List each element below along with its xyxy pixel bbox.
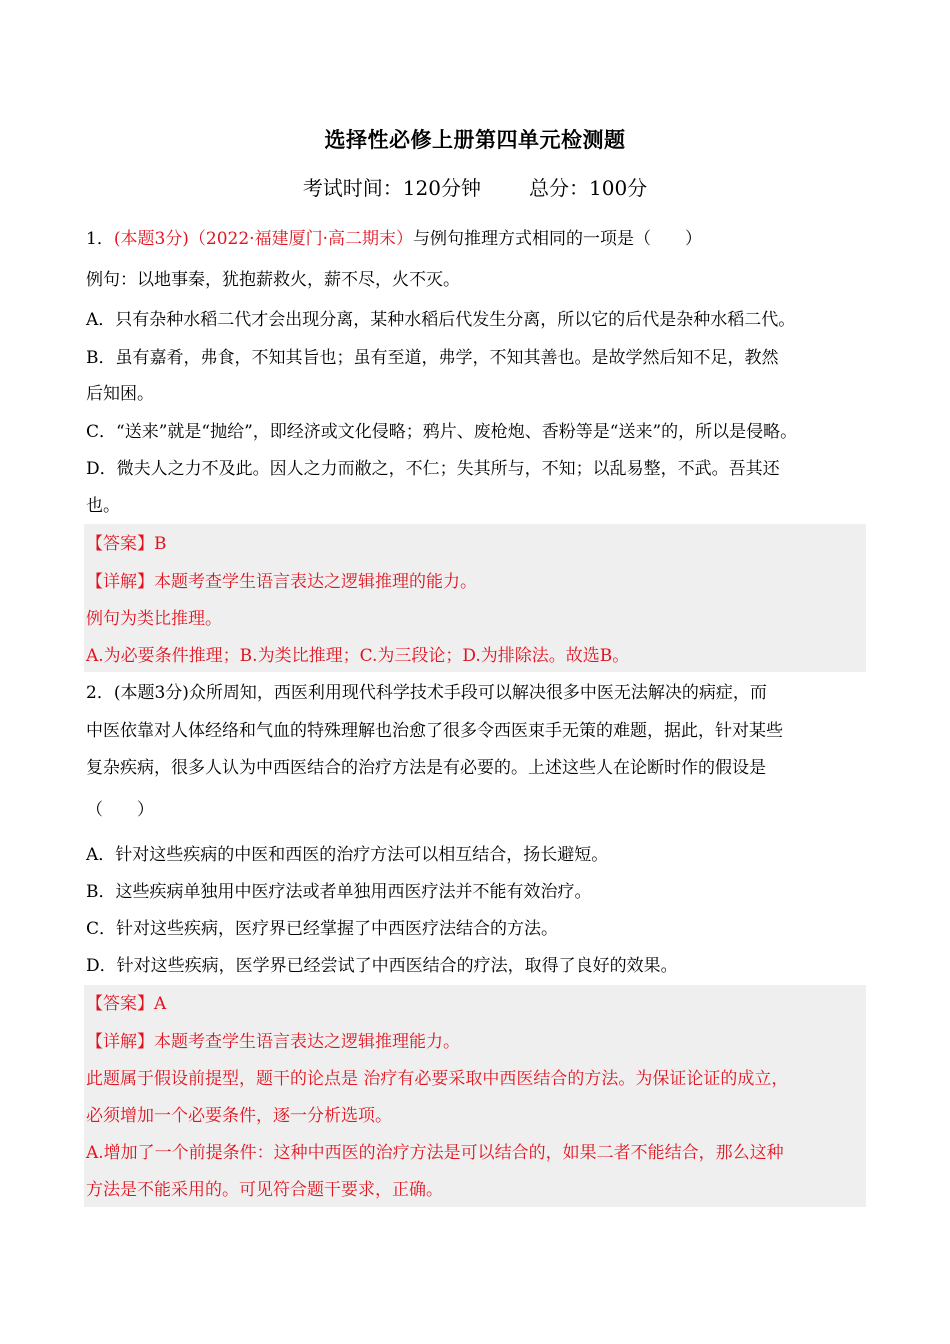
question-1-option-a: A．只有杂种水稻二代才会出现分离，某种水稻后代发生分离，所以它的后代是杂种水稻二代。 bbox=[86, 310, 796, 330]
question-2-stem-2: 中医依靠对人体经络和气血的特殊理解也治愈了很多令西医束手无策的难题，据此，针对某些 bbox=[86, 721, 783, 741]
question-1-text: 与例句推理方式相同的一项是（ ） bbox=[413, 229, 702, 249]
question-2-stem: 2．(本题3分)众所周知，西医利用现代科学技术手段可以解决很多中医无法解决的病症，而 bbox=[86, 683, 767, 703]
total-score: 总分：100分 bbox=[529, 176, 648, 200]
question-1-example: 例句：以地事秦，犹抱薪救火，薪不尽，火不灭。 bbox=[86, 270, 460, 290]
question-1-source: （2022·福建厦门·高二期末） bbox=[188, 229, 413, 249]
question-2-answer-box bbox=[84, 985, 866, 1207]
question-1-option-b: B．虽有嘉肴，弗食，不知其旨也；虽有至道，弗学，不知其善也。是故学然后知不足，教然 bbox=[86, 348, 779, 368]
question-2-detail: 【详解】本题考查学生语言表达之逻辑推理能力。 bbox=[86, 1032, 460, 1052]
question-1-detail: 【详解】本题考查学生语言表达之逻辑推理的能力。 bbox=[86, 572, 477, 592]
question-2-option-c: C．针对这些疾病，医疗界已经掌握了中西医疗法结合的方法。 bbox=[86, 919, 559, 939]
question-1-option-b-cont: 后知困。 bbox=[86, 384, 154, 404]
question-2-detail-3: 必须增加一个必要条件，逐一分析选项。 bbox=[86, 1106, 392, 1126]
question-2-option-b: B．这些疾病单独用中医疗法或者单独用西医疗法并不能有效治疗。 bbox=[86, 882, 592, 902]
question-1-detail-3: A.为必要条件推理；B.为类比推理；C.为三段论；D.为排除法。故选B。 bbox=[86, 646, 630, 666]
question-1-option-d: D．微夫人之力不及此。因人之力而敝之，不仁；失其所与，不知；以乱易整，不武。吾其还 bbox=[86, 459, 780, 479]
question-1-option-c: C．“送来”就是“抛给”，即经济或文化侵略；鸦片、废枪炮、香粉等是“送来”的，所以是侵略。 bbox=[86, 422, 798, 442]
question-2-detail-4: A.增加了一个前提条件：这种中西医的治疗方法是可以结合的，如果二者不能结合，那么这种 bbox=[86, 1143, 784, 1163]
question-2-option-a: A．针对这些疾病的中医和西医的治疗方法可以相互结合，扬长避短。 bbox=[86, 845, 609, 865]
doc-title: 选择性必修上册第四单元检测题 bbox=[324, 128, 626, 152]
question-2-detail-2: 此题属于假设前提型，题干的论点是 治疗有必要采取中西医结合的方法。为保证论证的成立， bbox=[86, 1069, 789, 1089]
question-2-stem-3: 复杂疾病，很多人认为中西医结合的治疗方法是有必要的。上述这些人在论断时作的假设是 bbox=[86, 758, 766, 778]
question-1-detail-2: 例句为类比推理。 bbox=[86, 609, 222, 629]
question-1-answer: 【答案】B bbox=[86, 534, 167, 554]
question-2-stem-4: （ ） bbox=[86, 800, 154, 820]
question-2-option-d: D．针对这些疾病，医学界已经尝试了中西医结合的疗法，取得了良好的效果。 bbox=[86, 956, 678, 976]
question-2-detail-5: 方法是不能采用的。可见符合题干要求，正确。 bbox=[86, 1180, 443, 1200]
exam-time: 考试时间：120分钟 bbox=[302, 176, 481, 200]
exam-info bbox=[0, 172, 950, 201]
question-1-number: 1． bbox=[86, 229, 114, 249]
question-1-score: (本题3分) bbox=[113, 229, 189, 249]
question-1-option-d-cont: 也。 bbox=[86, 496, 120, 516]
question-2-answer: 【答案】A bbox=[86, 994, 167, 1014]
question-1-stem bbox=[86, 227, 866, 251]
